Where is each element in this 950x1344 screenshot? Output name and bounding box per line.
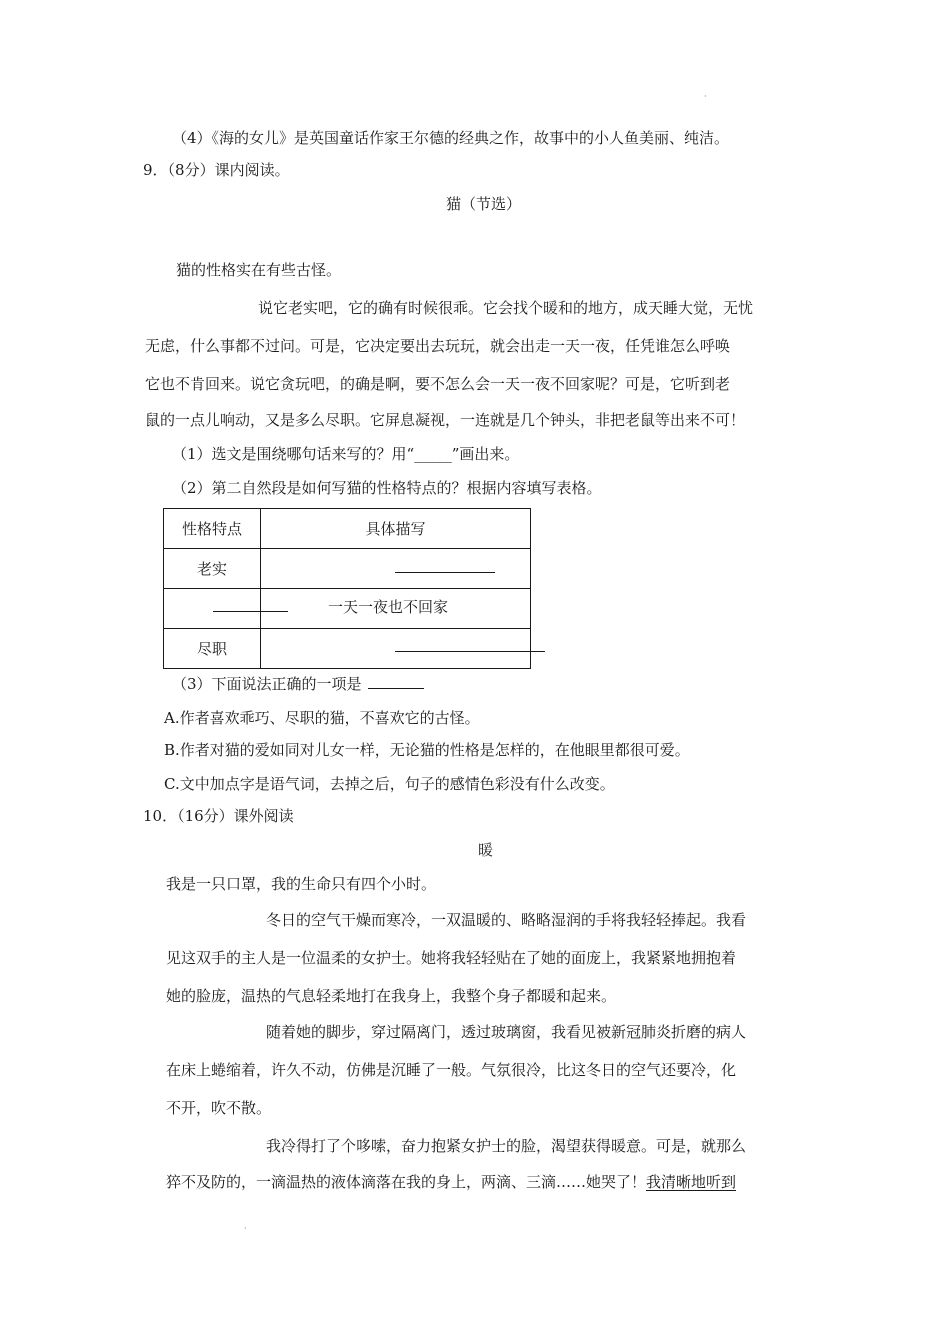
q10-para2-line3: 她的脸庞，温热的气息轻柔地打在我身上，我整个身子都暖和起来。 (166, 987, 617, 1005)
option-c: C.文中加点字是语气词，去掉之后，句子的感情色彩没有什么改变。 (164, 775, 615, 793)
desc-cell (261, 549, 531, 589)
trait-cell: 老实 (164, 549, 261, 589)
q9-sub3-text: （3）下面说法正确的一项是 (172, 675, 362, 693)
header-dot: · (704, 92, 707, 101)
answer-blank[interactable] (395, 572, 495, 573)
table-row (164, 589, 531, 629)
trait-cell (164, 589, 261, 629)
q9-para2-line1: 说它老实吧，它的确有时候很乖。它会找个暖和的地方，成天睡大觉，无忧 (258, 299, 754, 317)
option-b: B.作者对猫的爱如同对儿女一样，无论猫的性格是怎样的，在他眼里都很可爱。 (164, 741, 690, 759)
underlined-sentence: 我清晰地听到 (646, 1173, 737, 1191)
desc-cell (261, 589, 531, 629)
q10-para4-line2-text: 猝不及防的，一滴温热的液体滴落在我的身上，两滴、三滴……她哭了！ (166, 1173, 647, 1191)
answer-blank[interactable] (368, 674, 424, 689)
q9-sub2: （2）第二自然段是如何写猫的性格特点的？根据内容填写表格。 (172, 479, 602, 497)
q9-para2-line3: 它也不肯回来。说它贪玩吧，的确是啊，要不怎么会一天一夜不回家呢？可是，它听到老 (145, 375, 731, 393)
q10-passage-title: 暖 (478, 841, 494, 859)
trait-cell: 尽职 (164, 629, 261, 669)
q10-para2-line2: 见这双手的主人是一位温柔的女护士。她将我轻轻贴在了她的面庞上，我紧紧地拥抱着 (166, 949, 737, 967)
table-header-row (164, 509, 531, 549)
q10-para3-line3: 不开，吹不散。 (166, 1099, 272, 1117)
q10-para3-line1: 随着她的脚步，穿过隔离门，透过玻璃窗，我看见被新冠肺炎折磨的病人 (266, 1023, 747, 1041)
table-row (164, 629, 531, 669)
table-header-desc: 具体描写 (261, 509, 531, 549)
table-header-trait: 性格特点 (164, 509, 261, 549)
table-row (164, 549, 531, 589)
answer-blank[interactable] (395, 651, 545, 652)
q9-passage-title: 猫（节选） (446, 195, 522, 213)
q9-title: 9．（8分）课内阅读。 (143, 161, 290, 179)
desc-text: 一天一夜也不回家 (328, 598, 449, 616)
footer-dot: · (244, 1224, 247, 1233)
q9-para1: 猫的性格实在有些古怪。 (176, 261, 342, 279)
q10-para3-line2: 在床上蜷缩着，许久不动，仿佛是沉睡了一般。气氛很冷，比这冬日的空气还要冷，化 (166, 1061, 737, 1079)
q10-title: 10．（16分）课外阅读 (143, 807, 294, 825)
option-a: A.作者喜欢乖巧、尽职的猫，不喜欢它的古怪。 (164, 709, 480, 727)
q9-sub3 (172, 674, 424, 694)
q10-para1: 我是一只口罩，我的生命只有四个小时。 (166, 875, 437, 893)
q8-item4: （4）《海的女儿》是英国童话作家王尔德的经典之作，故事中的小人鱼美丽、纯洁。 (172, 129, 730, 147)
q10-para4-line1: 我冷得打了个哆嗦，奋力抱紧女护士的脸，渴望获得暖意。可是，就那么 (266, 1137, 747, 1155)
q9-sub1: （1）选文是围绕哪句话来写的？用“_____”画出来。 (172, 445, 520, 463)
q10-para2-line1: 冬日的空气干燥而寒冷，一双温暖的、略略湿润的手将我轻轻捧起。我看 (266, 911, 747, 929)
q9-para2-line4: 鼠的一点儿响动，又是多么尽职。它屏息凝视，一连就是几个钟头，非把老鼠等出来不可！ (145, 411, 746, 429)
trait-table (163, 508, 531, 669)
q10-para4-line2 (166, 1172, 736, 1192)
desc-cell (261, 629, 531, 669)
q9-para2-line2: 无虑，什么事都不过问。可是，它决定要出去玩玩，就会出走一天一夜，任凭谁怎么呼唤 (145, 337, 731, 355)
